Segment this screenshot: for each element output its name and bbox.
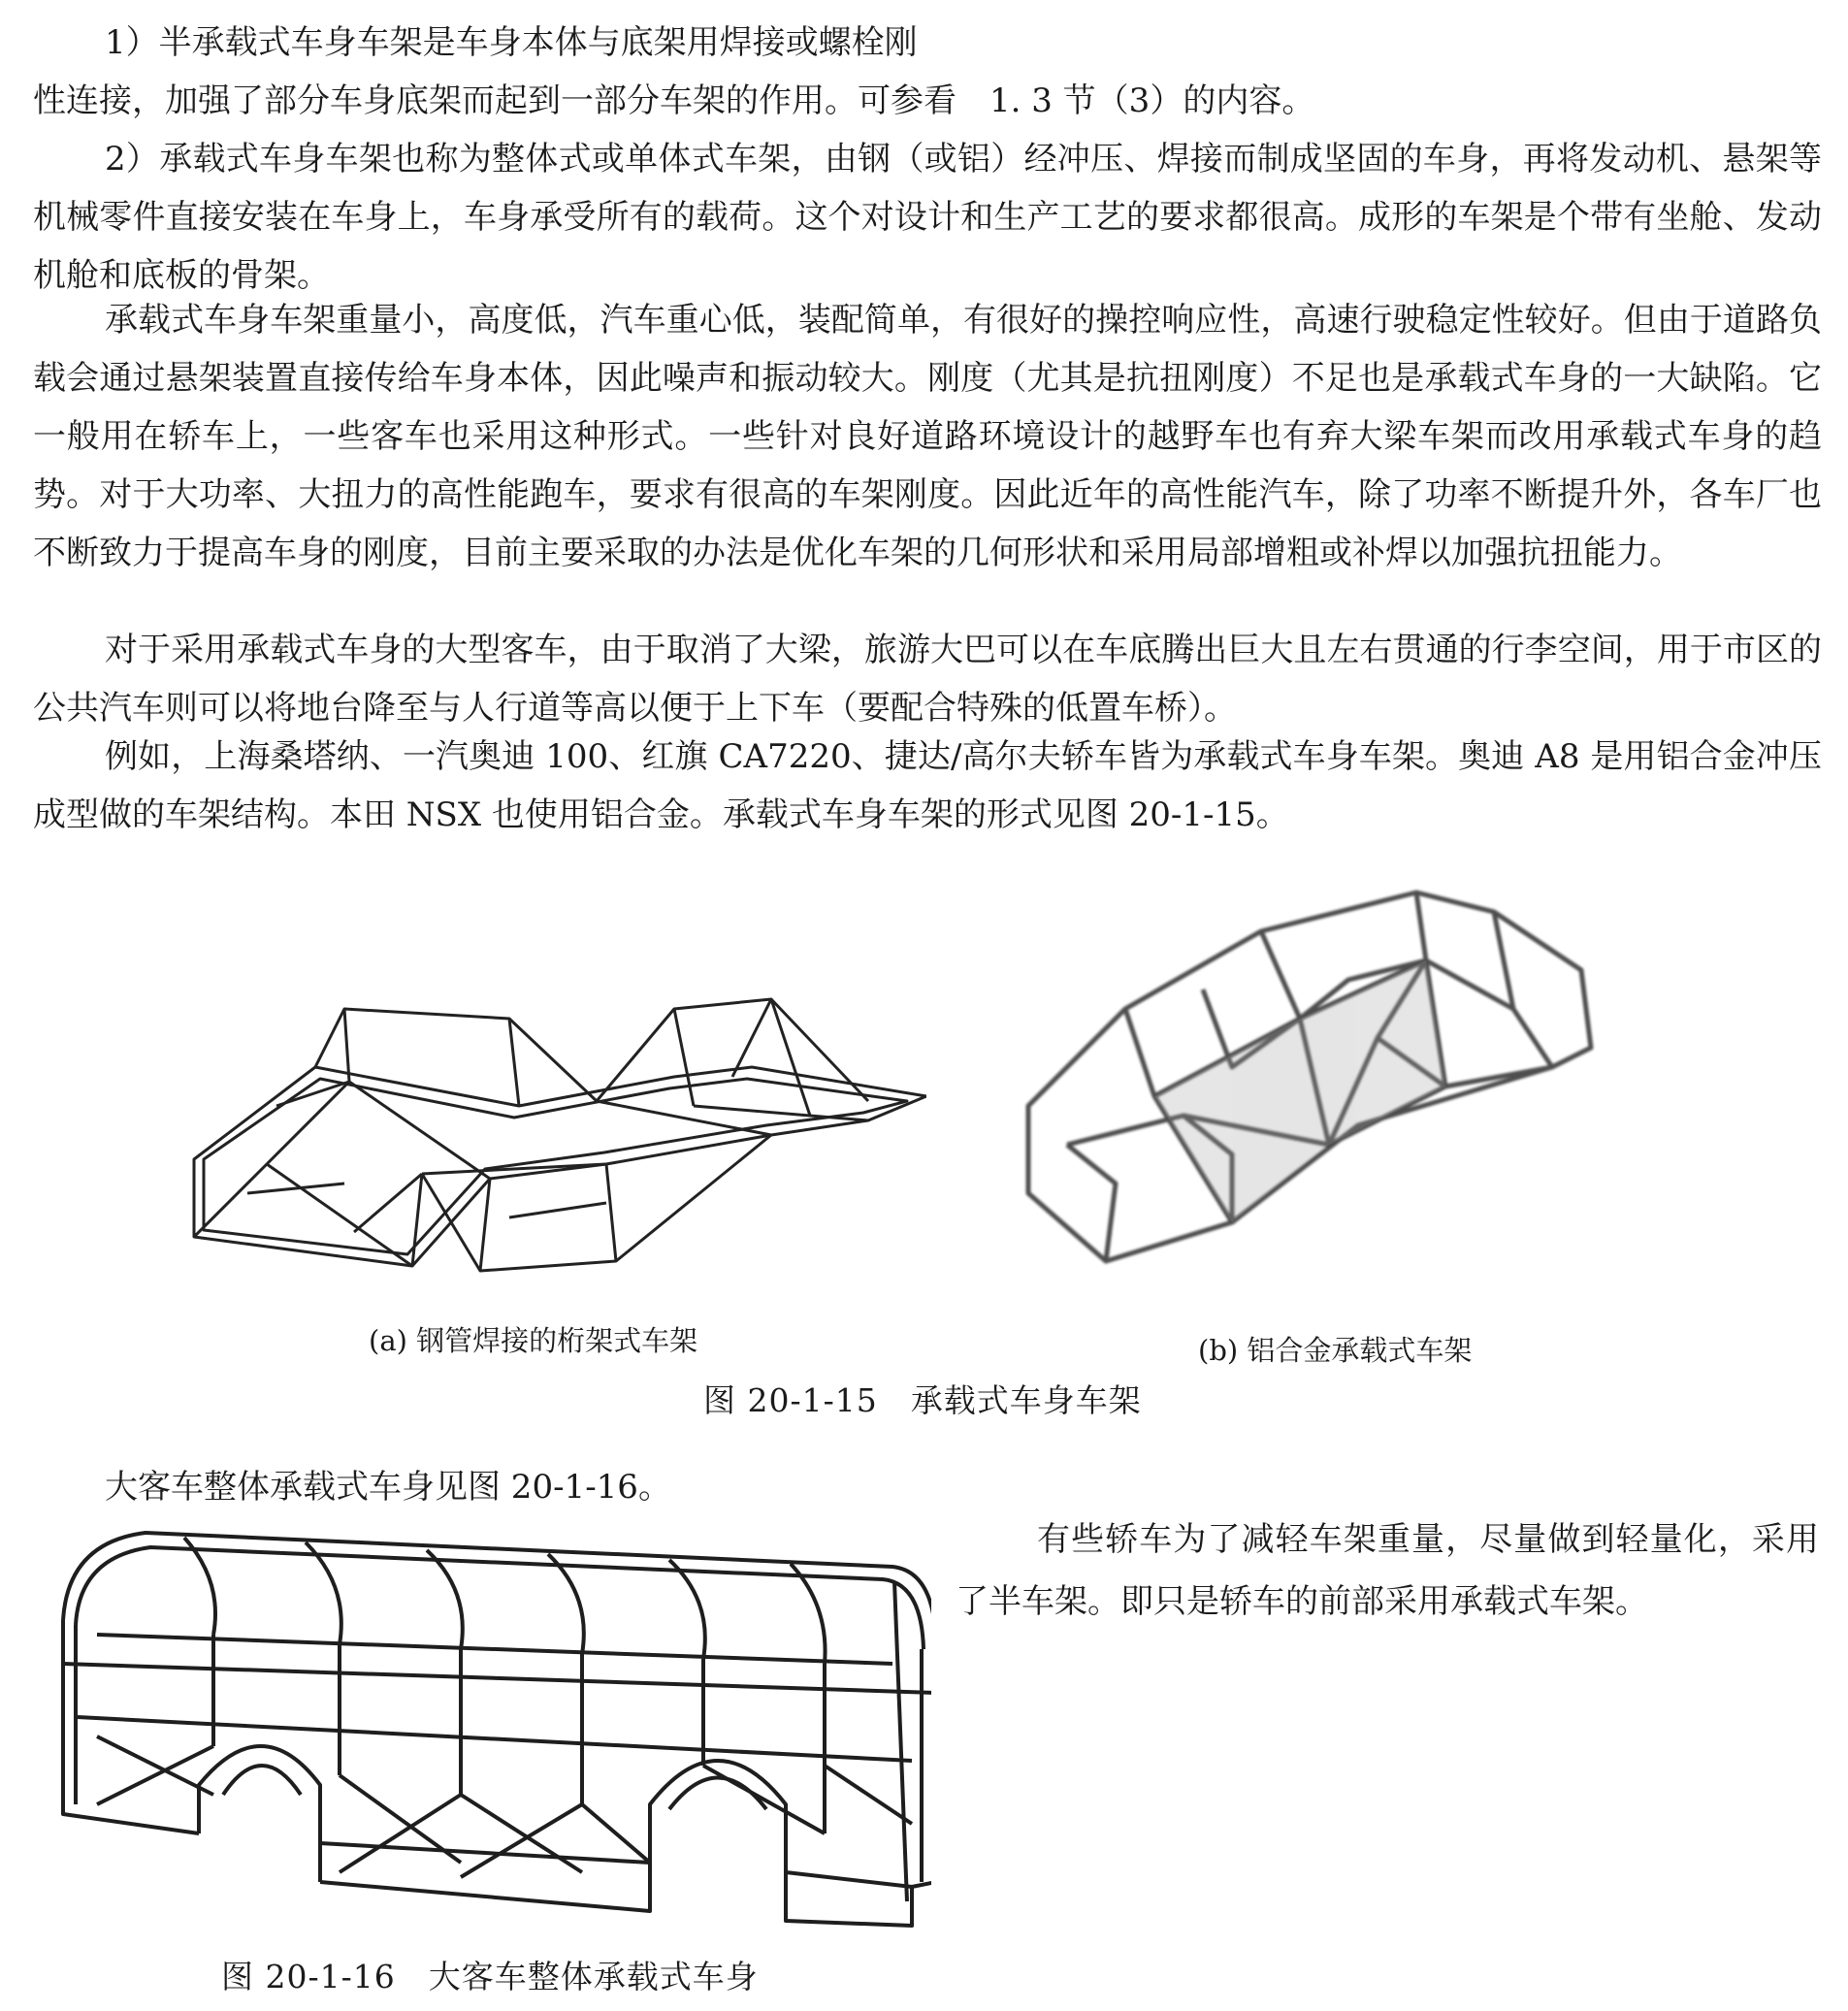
figure-caption-b: (b) 铝合金承载式车架: [1198, 1334, 1473, 1367]
paragraph-4: 对于采用承载式车身的大型客车，由于取消了大梁，旅游大巴可以在车底腾出巨大且左右贯通的行李空间，用于市区的公共汽车则可以将地台降至与人行道等高以便于上下车（要配合特殊的低置车桥）。: [33, 631, 1822, 728]
paragraph-1-line-1: 1）半承载式车身车架是车身本体与底架用焊接或螺栓刚: [105, 23, 918, 62]
figure-title-20-1-15: 图 20-1-15 承载式车身车架: [703, 1381, 1142, 1419]
paragraph-3: 承载式车身车架重量小，高度低，汽车重心低，装配简单，有很好的操控响应性，高速行驶稳定性较好。但由于道路负载会通过悬架装置直接传给车身本体，因此噪声和振动较大。刚度（尤其是抗扭刚度）不足也是承载式车身的一大缺陷。它一般用在轿车上，一些客车也采用这种形式。一些针对良好道路环境设计的越野车也有弃大梁车架而改用承载式车身的趋势。对于大功率、大扭力的高性能跑车，要求有很高的车架刚度。因此近年的高性能汽车，除了功率不断提升外，各车厂也不断致力于提高车身的刚度，目前主要采取的办法是优化车架的几何形状和采用局部增粗或补焊以加强抗扭能力。: [33, 301, 1822, 572]
bus-body-frame-figure: [58, 1513, 931, 1930]
figure-title-20-1-16: 图 20-1-16 大客车整体承载式车身: [221, 1958, 759, 1995]
figure-caption-a: (a) 钢管焊接的桁架式车架: [369, 1324, 698, 1357]
paragraph-5: 例如，上海桑塔纳、一汽奥迪 100、红旗 CA7220、捷达/高尔夫轿车皆为承载式车身车架。奥迪 A8 是用铝合金冲压成型做的车架结构。本田 NSX 也使用铝合金。承载式车身车架的形式见图 20-1-15。: [33, 737, 1822, 834]
paragraph-2: 2）承载式车身车架也称为整体式或单体式车架，由钢（或铝）经冲压、焊接而制成坚固的车身，再将发动机、悬架等机械零件直接安装在车身上，车身承受所有的载荷。这个对设计和生产工艺的要求都很高。成形的车架是个带有坐舱、发动机舱和底板的骨架。: [33, 140, 1822, 295]
paragraph-1-line-2: 性连接，加强了部分车身底架而起到一部分车架的作用。可参看 1. 3 节（3）的内容。: [33, 81, 1315, 120]
truss-frame-figure: [189, 951, 926, 1300]
paragraph-6: 大客车整体承载式车身见图 20-1-16。: [105, 1468, 671, 1507]
aluminum-unibody-figure: [1009, 873, 1610, 1300]
side-paragraph: 有些轿车为了减轻车架重量，尽量做到轻量化，采用了半车架。即只是轿车的前部采用承载式车架。: [956, 1520, 1819, 1621]
